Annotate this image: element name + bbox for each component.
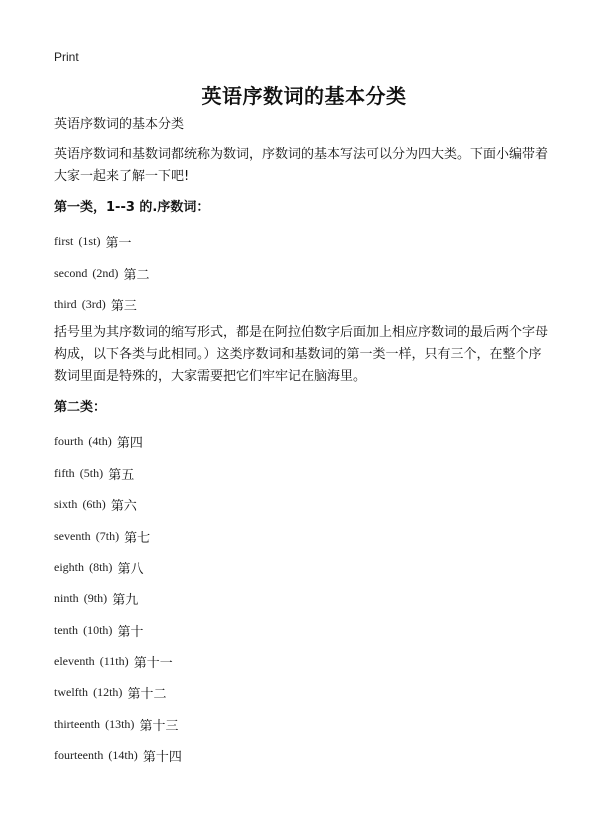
ordinal-abbreviation: (11th) <box>99 654 129 669</box>
ordinal-word: fifth <box>54 465 75 480</box>
document-page <box>54 46 554 771</box>
list-item <box>54 552 554 583</box>
article-subtitle: 英语序数词的基本分类 <box>54 117 185 132</box>
ordinal-abbreviation: (3rd) <box>81 296 106 311</box>
ordinal-chinese: 第十二 <box>127 687 167 703</box>
list-item <box>54 458 554 489</box>
ordinal-list-first <box>54 226 554 320</box>
ordinal-chinese: 第六 <box>110 499 137 515</box>
ordinal-word: tenth <box>54 622 78 637</box>
list-item <box>54 226 554 257</box>
ordinal-abbreviation: (6th) <box>82 497 106 512</box>
section-heading-second: 第二类： <box>54 400 107 416</box>
ordinal-word: third <box>54 296 77 311</box>
ordinal-abbreviation: (12th) <box>93 685 123 700</box>
ordinal-chinese: 第九 <box>112 593 139 609</box>
ordinal-word: sixth <box>54 497 78 512</box>
list-item <box>54 740 554 771</box>
ordinal-word: first <box>54 234 74 249</box>
ordinal-abbreviation: (9th) <box>83 591 108 606</box>
ordinal-chinese: 第十三 <box>139 718 179 734</box>
list-item <box>54 615 554 646</box>
list-item <box>54 289 554 320</box>
ordinal-word: second <box>54 265 88 280</box>
ordinal-chinese: 第七 <box>124 530 151 546</box>
print-link[interactable]: Print <box>54 50 79 64</box>
ordinal-abbreviation: (4th) <box>88 434 112 449</box>
explanation-paragraph: 括号里为其序数词的缩写形式，都是在阿拉伯数字后面加上相应序数词的最后两个字母构成，以下各类与此相同。）这类序数词和基数词的第一类一样，只有三个，在整个序数词里面是特殊的，大家需要把它们牢牢记在脑海里。 <box>54 325 549 385</box>
list-item <box>54 646 554 677</box>
ordinal-abbreviation: (2nd) <box>92 265 119 280</box>
list-item <box>54 583 554 614</box>
ordinal-chinese: 第一 <box>105 236 132 252</box>
ordinal-word: fourteenth <box>54 748 104 763</box>
ordinal-chinese: 第三 <box>110 298 137 314</box>
ordinal-abbreviation: (7th) <box>95 528 120 543</box>
list-item <box>54 426 554 457</box>
section-heading-first: 第一类，1--3 的.序数词： <box>54 200 210 215</box>
ordinal-chinese: 第五 <box>108 467 135 483</box>
ordinal-chinese: 第十 <box>117 624 144 640</box>
list-item <box>54 520 554 551</box>
ordinal-abbreviation: (13th) <box>105 716 135 731</box>
ordinal-list-second <box>54 426 554 771</box>
list-item <box>54 677 554 708</box>
ordinal-abbreviation: (14th) <box>108 748 138 763</box>
ordinal-abbreviation: (10th) <box>83 622 113 637</box>
ordinal-chinese: 第四 <box>116 436 143 452</box>
page-title: 英语序数词的基本分类 <box>201 84 407 108</box>
ordinal-word: twelfth <box>54 685 88 700</box>
ordinal-chinese: 第十一 <box>133 656 173 672</box>
intro-paragraph: 英语序数词和基数词都统称为数词，序数词的基本写法可以分为四大类。下面小编带着大家一起来了解一下吧! <box>54 147 549 184</box>
ordinal-word: ninth <box>54 591 79 606</box>
ordinal-chinese: 第八 <box>117 561 144 577</box>
ordinal-word: eleventh <box>54 654 95 669</box>
ordinal-word: fourth <box>54 434 84 449</box>
ordinal-word: thirteenth <box>54 716 100 731</box>
ordinal-abbreviation: (1st) <box>78 234 101 249</box>
ordinal-abbreviation: (8th) <box>89 559 113 574</box>
list-item <box>54 709 554 740</box>
ordinal-chinese: 第十四 <box>142 750 182 766</box>
list-item <box>54 257 554 288</box>
ordinal-word: seventh <box>54 528 91 543</box>
ordinal-word: eighth <box>54 559 84 574</box>
ordinal-abbreviation: (5th) <box>79 465 104 480</box>
ordinal-chinese: 第二 <box>123 267 150 283</box>
list-item <box>54 489 554 520</box>
